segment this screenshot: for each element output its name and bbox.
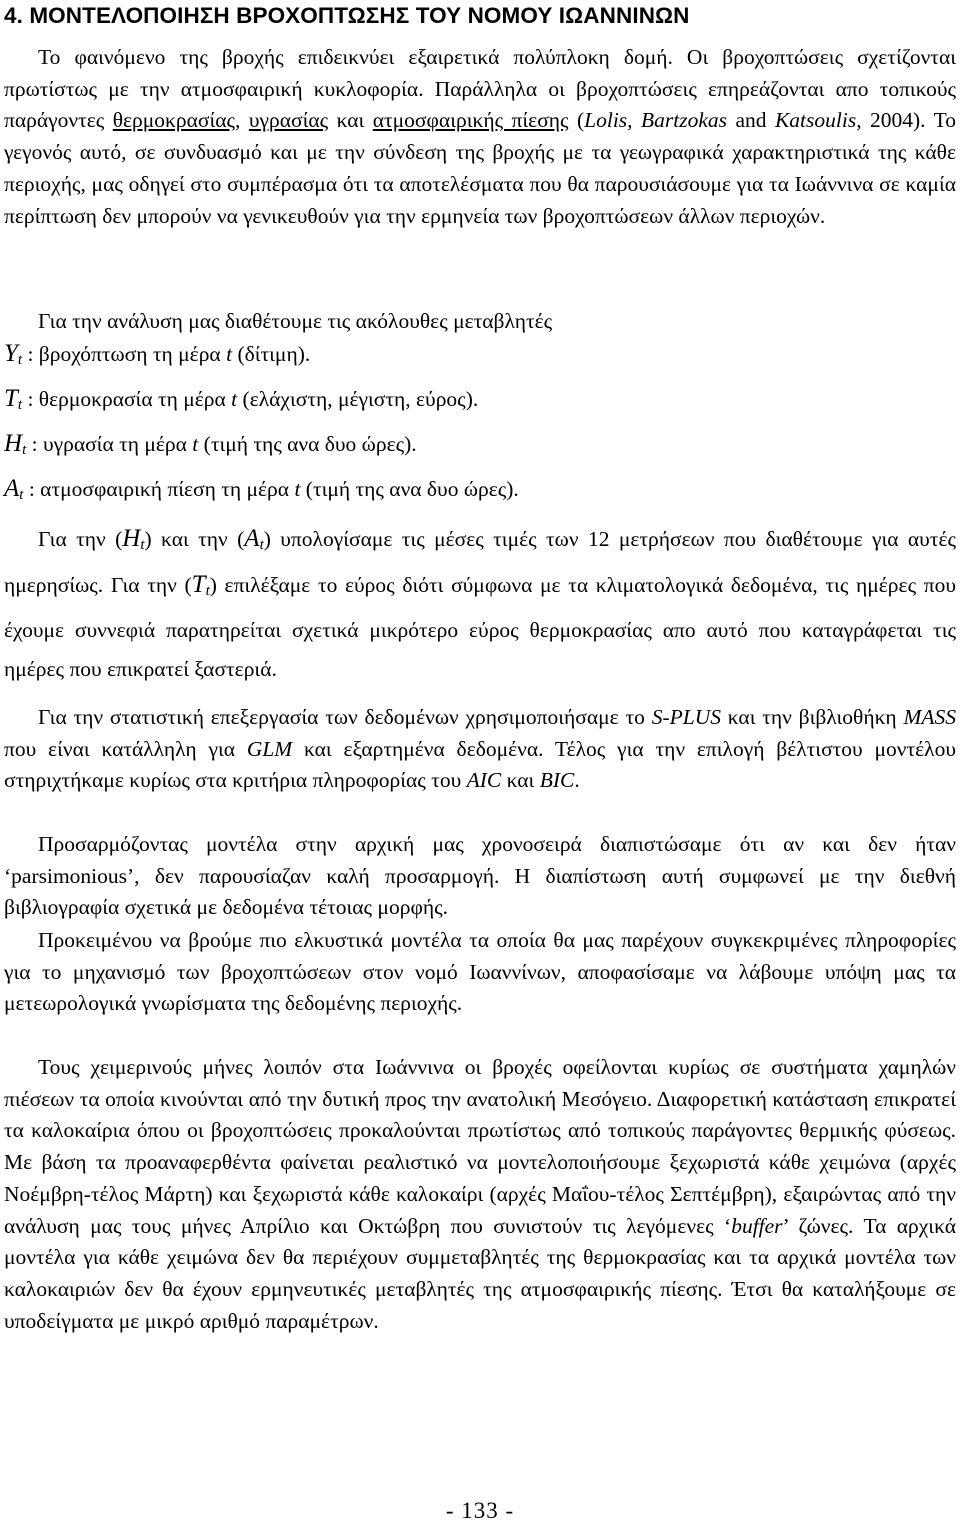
variable-symbol: A [4, 475, 20, 502]
variable-definition-h [4, 428, 417, 467]
section-heading: 4. ΜΟΝΤΕΛΟΠΟΙΗΣΗ ΒΡΟΧΟΠΤΩΣΗΣ ΤΟΥ ΝΟΜΟΥ ΙΩΑΝΝΙΝΩΝ [4, 3, 690, 28]
variable-subscript: t [19, 487, 24, 503]
variable-symbol-h: H [122, 525, 141, 552]
variable-symbol: Y [4, 340, 18, 367]
paragraph-intro [4, 42, 956, 232]
citation-authors: Lolis, Bartzokas [584, 108, 727, 133]
text-run: και [501, 768, 540, 793]
variable-subscript: t [259, 537, 264, 553]
variable-subscript: t [140, 537, 145, 553]
citation-author: Katsoulis [774, 108, 857, 133]
variable-description-end: (ελάχιστη, μέγιστη, εύρος). [237, 387, 479, 411]
text-run: , [235, 108, 249, 133]
variable-t: t [294, 477, 301, 501]
library-mass: MASS [903, 705, 957, 729]
variable-description-end: (τιμή της ανα δυο ώρες). [300, 477, 519, 501]
variable-description: : ατμοσφαιρική πίεση τη μέρα [23, 477, 295, 501]
variables-intro: Για την ανάλυση μας διαθέτουμε τις ακόλουθες μεταβλητές [38, 309, 553, 333]
text-run: και εξαρτημένα δεδομένα. Τέλος για την επιλογή βέλτιστου μοντέλου στηριχτήκαμε κυρίως στα κριτήρια πληροφορίας του [4, 736, 956, 793]
term-bic: BIC [539, 768, 575, 793]
variable-subscript: t [22, 442, 27, 458]
text-run: ) και την ( [144, 527, 245, 551]
text-run: Τους χειμερινούς μήνες λοιπόν στα Ιωάννινα οι βροχές οφείλονται κυρίως σε συστήματα χαμηλών πιέσεων τα οποία κινούνται από την δυτική προς την ανατολική Μεσόγειο. Διαφορετική κατάσταση επικρατεί τα καλοκαίρια όπου οι βροχοπτώσεις προκαλούνται πρωτίστως από τοπικούς παράγοντες θερμικής φύσεως. Με βάση τα προαναφερθέντα φαίνεται ρεαλιστικό να μοντελοποιήσουμε ξεχωριστά κάθε χειμώνα (αρχές Νοέμβρη-τέλος Μάρτη) και ξεχωριστά κάθε καλοκαίρι (αρχές Μαΐου-τέλος Σεπτέμβρη), εξαιρώντας από την ανάλυση μας τους μήνες Απρίλιο και Οκτώβρη που συνιστούν τις λεγόμενες ‘ [4, 1055, 956, 1238]
text-run: και την βιβλιοθήκη [720, 705, 904, 729]
term-aic: AIC [466, 768, 502, 793]
underlined-term-temperature: θερμοκρασίας [112, 108, 236, 133]
variable-subscript: t [17, 352, 23, 368]
variable-description: : υγρασία τη μέρα [26, 432, 193, 456]
paragraph-models: Προκειμένου να βρούμε πιο ελκυστικά μοντέλα τα οποία θα μας παρέχουν συγκεκριμένες πληροφορίες για το μηχανισμό των βροχοπτώσεων στον νομό Ιωαννίνων, αποφασίσαμε να λάβουμε υπόψη μας τα μετεωρολογικά γνωρίσματα της δεδομένης περιοχής. [4, 928, 956, 1016]
variable-definition-y [4, 338, 310, 377]
variable-symbol-a: A [244, 525, 260, 552]
paragraph-seasons [4, 1052, 956, 1337]
underlined-term-pressure: ατμοσφαιρικής πίεσης [372, 108, 569, 133]
text-run: ( [568, 108, 585, 133]
text-run: Για την στατιστική επεξεργασία των δεδομένων χρησιμοποιήσαμε το [38, 705, 652, 729]
text-run: and [727, 108, 775, 133]
text-run: Για την ( [38, 527, 123, 551]
text-run: ) επιλέξαμε το εύρος διότι σύμφωνα με τα κλιματολογικά δεδομένα, τις ημέρες που έχουμε συννεφιά παρατηρείται σχετικά μικρότερο εύρος θερμοκρασίας απο αυτό που καταγράφεται τις ημέρες που επικρατεί ξαστεριά. [4, 573, 956, 681]
text-run: και [328, 108, 373, 133]
underlined-term-humidity: υγρασίας [248, 108, 329, 133]
paragraph-means [4, 519, 956, 689]
variable-description-end: (δίτιμη). [232, 342, 311, 366]
text-run: . [574, 768, 580, 793]
software-splus: S-PLUS [651, 705, 721, 729]
variable-t: t [226, 342, 233, 366]
variable-description-end: (τιμή της ανα δυο ώρες). [198, 432, 417, 456]
variable-subscript: t [205, 583, 210, 599]
variable-description: : θερμοκρασία τη μέρα [22, 387, 232, 411]
term-buffer: buffer [731, 1213, 783, 1238]
page-number: - 133 - [445, 1498, 515, 1523]
term-glm: GLM [246, 736, 293, 761]
variable-symbol: H [4, 430, 23, 457]
variable-description: : βροχόπτωση τη μέρα [22, 342, 227, 366]
text-run: που είναι κατάλληλη για [4, 736, 247, 761]
variable-definition-t [4, 383, 478, 422]
text-run: Το φαινόμενο της βροχής επιδεικνύει εξαιρετικά πολύπλοκη δομή. Οι βροχοπτώσεις σχετίζονται πρωτίστως με την ατμοσφαιρική κυκλοφορία. Παράλληλα οι βροχοπτώσεις επηρεάζονται απο τοπικούς παράγοντες [4, 45, 956, 133]
variable-t: t [231, 387, 238, 411]
variable-definition-a [4, 473, 519, 512]
variable-symbol: T [4, 385, 18, 412]
text-run: ’ ζώνες. Τα αρχικά μοντέλα για κάθε χειμώνα δεν θα περιέχουν συμμεταβλητές της θερμοκρασίας και τα αρχικά μοντέλα των καλοκαιριών δεν θα έχουν ερμηνευτικές μεταβλητές της ατμοσφαιρικής πίεσης. Έτσι θα καταλήξουμε σε υποδείγματα με μικρό αριθμό παραμέτρων. [4, 1213, 956, 1333]
variable-symbol-t: T [191, 571, 206, 598]
text-run: ) υπολογίσαμε τις μέσες τιμές των 12 μετρήσεων που διαθέτουμε για αυτές ημερησίως. Για την ( [4, 527, 957, 597]
variable-subscript: t [17, 397, 23, 413]
paragraph-parsimony: Προσαρμόζοντας μοντέλα στην αρχική μας χρονοσειρά διαπιστώσαμε ότι αν και δεν ήταν ‘parsimonious’, δεν παρουσίαζαν καλή προσαρμογή. Η διαπίστωση αυτή συμφωνεί με την διεθνή βιβλιογραφία σχετικά με δεδομένα τέτοιας μορφής. [4, 832, 956, 920]
text-run: , 2004). Το γεγονός αυτό, σε συνδυασμό και με την σύνδεση της βροχής με τα γεωγραφικά χαρακτηριστικά της κάθε περιοχής, μας οδηγεί στο συμπέρασμα ότι τα αποτελέσματα που θα παρουσιάσουμε για τα Ιωάννινα σε καμία περίπτωση δεν μπορούν να γενικευθούν για την ερμηνεία των βροχοπτώσεων άλλων περιοχών. [4, 108, 956, 228]
paragraph-software [4, 702, 956, 797]
variable-t: t [192, 432, 199, 456]
